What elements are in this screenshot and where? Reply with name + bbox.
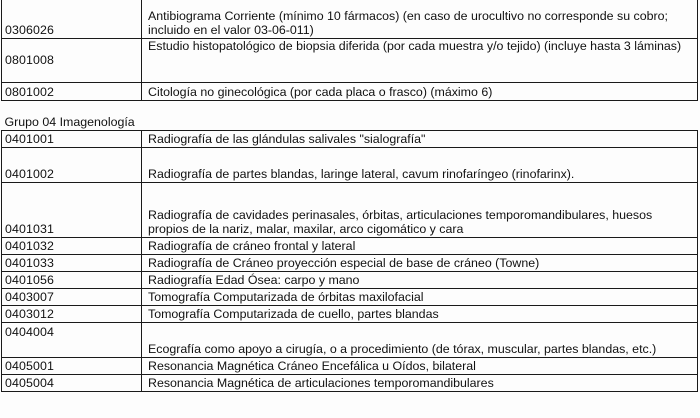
procedure-code: 0405001 xyxy=(2,357,142,374)
procedure-description: Resonancia Magnética Cráneo Encefálica u Oídos, bilateral xyxy=(142,357,698,374)
table-row xyxy=(2,374,698,391)
procedure-description: Radiografía de cavidades perinasales, órbitas, articulaciones temporomandibulares, huesos propios de la nariz, malar, maxilar, arco cigomático y cara xyxy=(142,182,698,237)
group-title: Grupo 04 Imagenología xyxy=(2,100,698,130)
procedure-code: 0404004 xyxy=(2,322,142,357)
procedure-code: 0401033 xyxy=(2,254,142,271)
procedure-code: 0401031 xyxy=(2,182,142,237)
procedure-code: 0401001 xyxy=(2,130,142,147)
table-row xyxy=(2,130,698,147)
procedure-description: Tomografía Computarizada de cuello, partes blandas xyxy=(142,305,698,322)
procedure-description: Radiografía de cráneo frontal y lateral xyxy=(142,237,698,254)
procedures-table xyxy=(1,0,698,392)
procedure-description: Antibiograma Corriente (mínimo 10 fármacos) (en caso de urocultivo no corresponde su cobro; incluido en el valor 03-06-011) xyxy=(142,0,698,38)
procedure-description: Radiografía Edad Ósea: carpo y mano xyxy=(142,271,698,288)
procedure-code: 0801002 xyxy=(2,82,142,100)
table-row xyxy=(2,82,698,100)
table-row xyxy=(2,305,698,322)
procedure-code: 0405004 xyxy=(2,374,142,391)
procedure-description: Radiografía de partes blandas, laringe lateral, cavum rinofaríngeo (rinofarinx). xyxy=(142,147,698,182)
table-row xyxy=(2,288,698,305)
procedure-code: 0401002 xyxy=(2,147,142,182)
procedure-code: 0403007 xyxy=(2,288,142,305)
procedure-code: 0401032 xyxy=(2,237,142,254)
procedure-description: Estudio histopatológico de biopsia diferida (por cada muestra y/o tejido) (incluye hasta 3 láminas) xyxy=(142,38,698,82)
procedure-description: Citología no ginecológica (por cada placa o frasco) (máximo 6) xyxy=(142,82,698,100)
group-heading-row xyxy=(2,100,698,130)
procedure-description: Tomografía Computarizada de órbitas maxilofacial xyxy=(142,288,698,305)
procedure-code: 0403012 xyxy=(2,305,142,322)
table-row xyxy=(2,182,698,237)
table-row xyxy=(2,147,698,182)
table-row xyxy=(2,0,698,38)
procedure-description: Resonancia Magnética de articulaciones temporomandibulares xyxy=(142,374,698,391)
procedure-code: 0801008 xyxy=(2,38,142,82)
table-row xyxy=(2,357,698,374)
table-row xyxy=(2,254,698,271)
procedure-code: 0401056 xyxy=(2,271,142,288)
procedure-description: Radiografía de Cráneo proyección especial de base de cráneo (Towne) xyxy=(142,254,698,271)
procedure-description: Ecografía como apoyo a cirugía, o a procedimiento (de tórax, muscular, partes blandas, etc.) xyxy=(142,322,698,357)
table-row xyxy=(2,271,698,288)
procedure-description: Radiografía de las glándulas salivales "sialografía" xyxy=(142,130,698,147)
table-row xyxy=(2,38,698,82)
procedure-code: 0306026 xyxy=(2,0,142,38)
table-row xyxy=(2,322,698,357)
table-row xyxy=(2,237,698,254)
